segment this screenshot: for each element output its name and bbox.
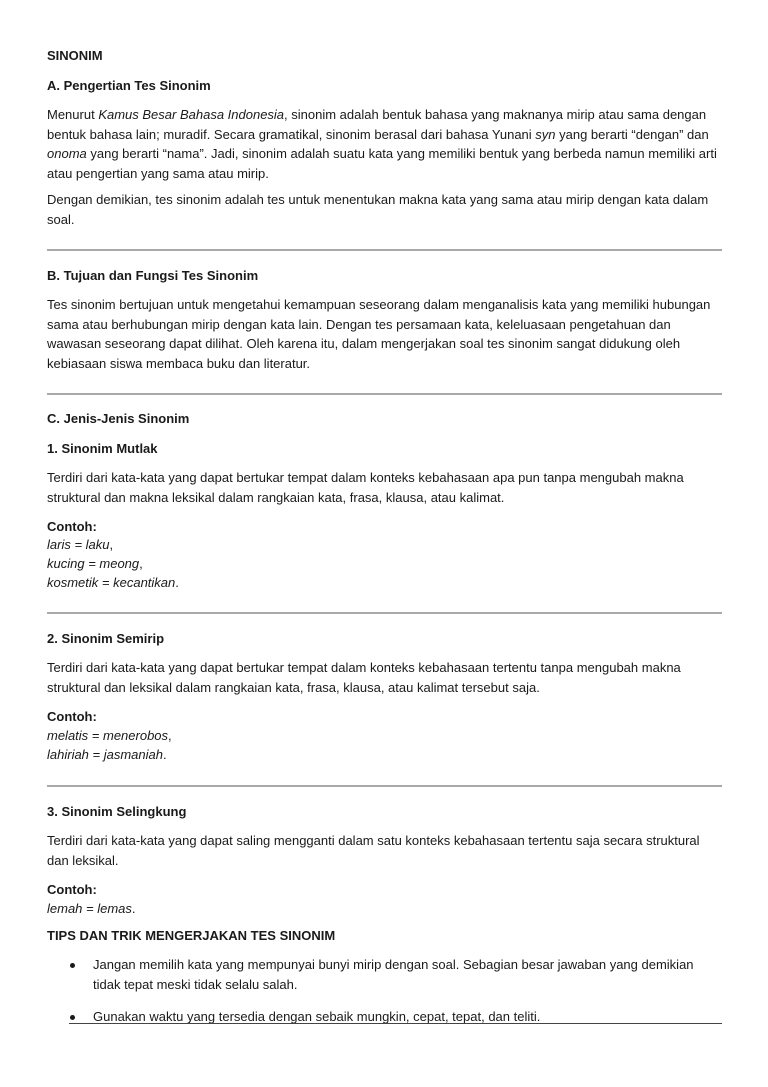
tips-list-item: Gunakan waktu yang tersedia dengan sebaik mungkin, cepat, tepat, dan teliti. [47, 1007, 722, 1027]
example-item [47, 554, 143, 573]
italic-term-onoma: onoma [47, 146, 87, 161]
sinonim-semirip-heading: 2. Sinonim Semirip [47, 631, 165, 646]
example-text: kosmetik = kecantikan [47, 575, 176, 590]
document-title: SINONIM [47, 48, 103, 63]
example-punct: , [139, 556, 143, 571]
tips-list-item: Jangan memilih kata yang mempunyai bunyi mirip dengan soal. Sebagian besar jawaban yang demikian tidak tepat meski tidak selalu salah. [47, 955, 722, 994]
contoh-label: Contoh: [47, 709, 97, 724]
sinonim-selingkung-heading: 3. Sinonim Selingkung [47, 804, 187, 819]
example-item [47, 535, 113, 554]
example-item [47, 726, 172, 745]
bottom-divider [69, 1023, 722, 1024]
section-a-heading: A. Pengertian Tes Sinonim [47, 78, 211, 93]
section-divider [47, 612, 722, 614]
text-run: yang berarti “nama”. Jadi, sinonim adalah suatu kata yang memiliki bentuk yang berbeda namun memiliki arti atau pengertian yang sama atau mirip. [47, 146, 717, 181]
tips-heading: TIPS DAN TRIK MENGERJAKAN TES SINONIM [47, 928, 336, 943]
italic-term-syn: syn [535, 126, 556, 142]
section-divider [47, 785, 722, 787]
text-run: yang berarti “dengan” dan [555, 126, 709, 142]
section-a-paragraph-1 [47, 105, 722, 183]
sinonim-mutlak-heading: 1. Sinonim Mutlak [47, 441, 158, 456]
section-divider [47, 393, 722, 395]
example-item [47, 573, 179, 592]
example-punct: . [175, 575, 179, 590]
example-text: lemah = lemas [47, 901, 132, 916]
example-text: laris = laku [47, 537, 110, 552]
contoh-label: Contoh: [47, 882, 97, 897]
sinonim-semirip-description: Terdiri dari kata-kata yang dapat bertukar tempat dalam konteks kebahasaan tertentu tanpa mengubah makna struktural dan leksikal dalam rangkaian kata, frasa, klausa, atau kalimat tersebut saja. [47, 660, 681, 695]
section-b-paragraph: Tes sinonim bertujuan untuk mengetahui kemampuan seseorang dalam menganalisis kata yang memiliki hubungan sama atau berhubungan mirip dengan kata lain. Dengan tes persamaan kata, keleluasaan pengetahuan dan wawasan seseorang dapat dilihat. Oleh karena itu, dalam mengerjakan soal tes sinonim sangat didukung oleh kebiasaan siswa membaca buku dan literatur. [47, 297, 711, 371]
example-item [47, 899, 136, 918]
sinonim-mutlak-description: Terdiri dari kata-kata yang dapat bertukar tempat dalam konteks kebahasaan apa pun tanpa mengubah makna struktural dan makna leksikal dalam rangkaian kata, frasa, klausa, atau kalimat. [47, 470, 684, 505]
section-c-heading: C. Jenis-Jenis Sinonim [47, 411, 190, 426]
example-item [47, 745, 167, 764]
section-b-heading: B. Tujuan dan Fungsi Tes Sinonim [47, 268, 259, 283]
section-a-paragraph-2: Dengan demikian, tes sinonim adalah tes untuk menentukan makna kata yang sama atau mirip dengan kata dalam soal. [47, 192, 709, 227]
sinonim-selingkung-description: Terdiri dari kata-kata yang dapat saling mengganti dalam satu konteks kebahasaan tertentu saja secara struktural dan leksikal. [47, 833, 700, 868]
example-punct: , [109, 537, 114, 552]
section-divider [47, 249, 722, 251]
text-run: , sinonim adalah bentuk bahasa yang maknanya mirip atau sama dengan bentuk bahasa lain; muradif. Secara gramatikal, sinonim berasal dari bahasa Yunani [47, 107, 707, 142]
example-text: lahiriah = jasmaniah [47, 747, 163, 762]
example-text: melatis = menerobos [47, 728, 169, 743]
tips-list [47, 955, 722, 1040]
example-punct: , [168, 728, 172, 743]
example-punct: . [131, 901, 136, 916]
example-text: kucing = meong [47, 556, 140, 571]
italic-term-kbbi: Kamus Besar Bahasa Indonesia [98, 107, 285, 122]
example-punct: . [162, 747, 167, 762]
text-run: Menurut [47, 107, 99, 122]
contoh-label: Contoh: [47, 519, 97, 534]
